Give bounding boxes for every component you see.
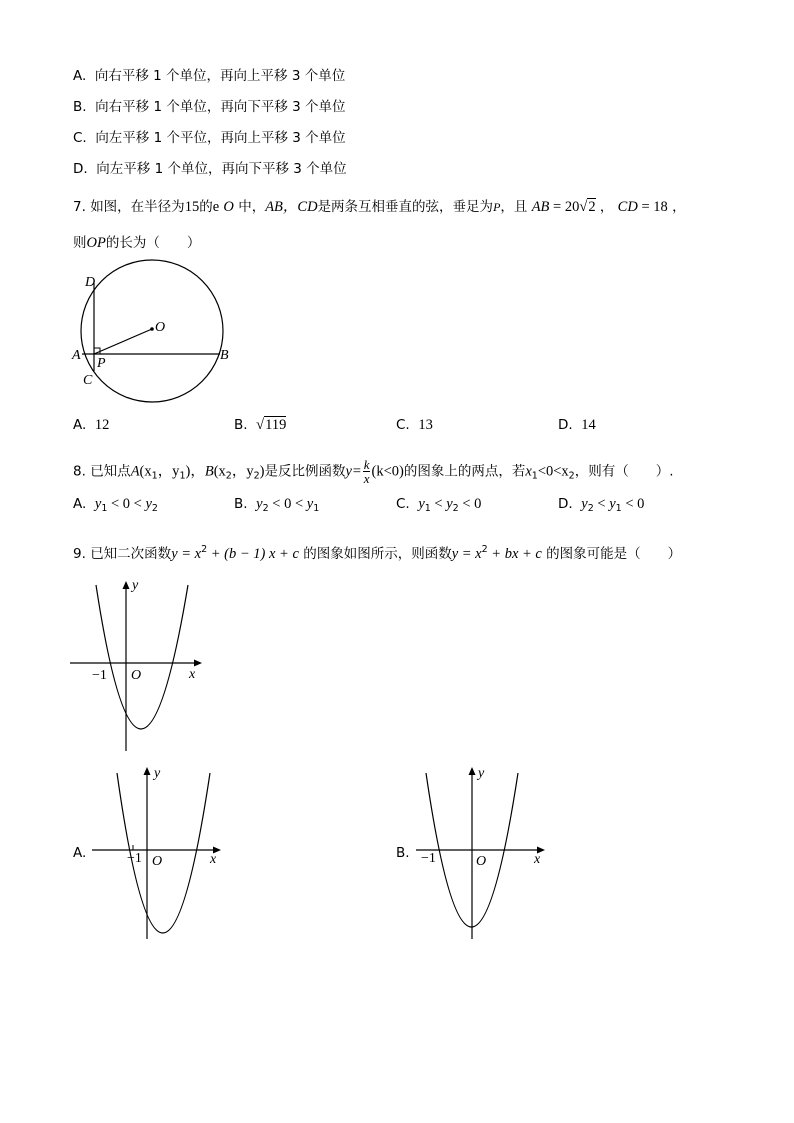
label-p: P [97,356,106,371]
q6-option-a: A. 向右平移 1 个单位，再向上平移 3 个单位 [73,68,346,84]
y-axis-arrow [144,767,151,775]
label-d: D [85,275,96,290]
label-a: A [72,348,81,363]
label-o: O [152,854,163,869]
label-o: O [476,854,487,869]
q7-stem: 7. 如图，在半径为15的e O 中，AB，CD是两条互相垂直的弦，垂足为P，且 AB = 20√2 ， CD = 18 ， [73,199,686,215]
label-b: B [220,348,229,363]
q9-main-graph [70,575,210,755]
q6-option-c: C. 向左平移 1 个平位，再向上平移 3 个单位 [73,130,346,146]
q9-stem: 9. 已知二次函数$y = x^2 + (b - 1) x + c$ 的图象如图所示，则函数$y = x^2$ + bx + c 的图象可能是（ ） [73,544,682,562]
q9-option-a-graph [92,763,232,943]
q8-option-c: C. $y_1 < y_2 < 0$ [396,496,482,514]
q6-option-b: B. 向右平移 1 个单位，再向下平移 3 个单位 [73,99,346,115]
q6-option-d: D. 向左平移 1 个单位，再向下平移 3 个单位 [73,161,347,177]
q8-stem: 8. 已知点$A(x_1$，$y_1$)，$B(x_2$，$y_2$)是反比例函数y= $\frac{k}{x}$ (k<0)的图象上的两点，若$x_1<0<x_2$，则有（ ）. [73,457,674,486]
x-axis-arrow [194,660,202,667]
q8-option-b: B. $y_2 < 0 < y_1$ [234,496,320,514]
q7-stem-line2: 则OP的长为（ ） [73,235,201,251]
y-axis-arrow [469,767,476,775]
center-point [150,327,154,331]
q8-option-d: D. $y_2 < y_1 < 0$ [558,496,645,514]
label-o: O [155,320,166,335]
q9-option-a-label: A. [73,845,87,861]
q8-option-a: A. $y_1 < 0 < y_2$ [73,496,158,514]
label-x: x [534,852,541,867]
q9-option-b-label: B. [396,845,410,861]
y-axis-arrow [123,581,130,589]
q7-option-d: D. 14 [558,417,596,433]
label-neg1: −1 [92,668,107,683]
segment-op [94,329,152,354]
label-neg1: −1 [127,851,142,866]
q7-circle-figure [60,262,240,412]
q7-option-b: B. √119 [234,417,287,433]
label-y: y [132,578,139,593]
label-o: O [131,668,142,683]
label-y: y [478,766,485,781]
label-y: y [154,766,161,781]
circle-o [81,260,223,402]
parabola [96,585,188,729]
fraction-k-over-x: $\frac{k}{x}$ [363,457,370,486]
label-x: x [189,667,196,682]
label-x: x [210,852,217,867]
label-c: C [83,373,93,388]
q7-option-a: A. 12 [73,417,110,433]
label-neg1: −1 [421,851,436,866]
q9-option-b-graph [416,763,556,943]
q7-option-c: C. 13 [396,417,433,433]
